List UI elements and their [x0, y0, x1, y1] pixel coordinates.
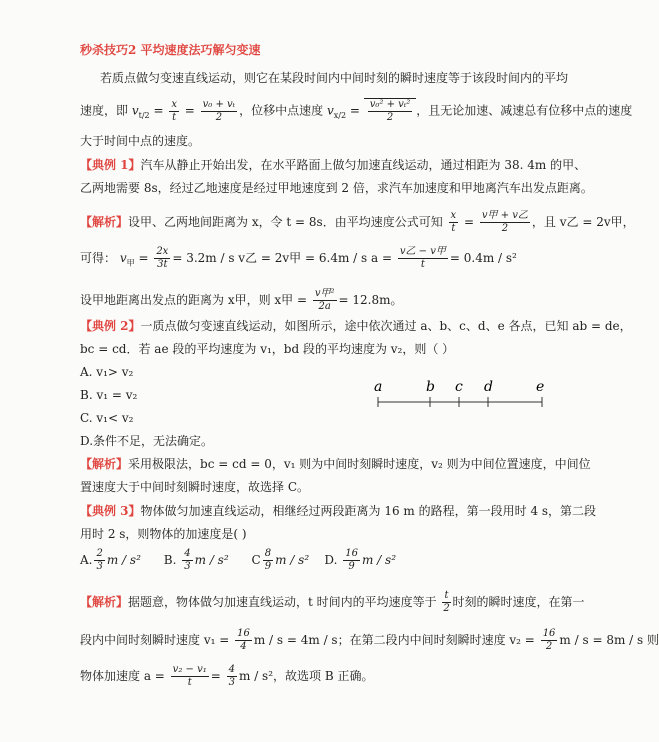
example-1-line-1: 【典例 1】汽车从静止开始出发，在水平路面上做匀加速直线运动，通过相距为 38. 4m 的甲、 [80, 158, 587, 172]
solution-2-line-2: 置速度大于中间时刻瞬时速度，故选择 C。 [80, 480, 309, 494]
option-b: B. $\frac{4}{3}$ m / s² [163, 548, 229, 572]
option-c: C $\frac{8}{9}$ m / s² [251, 548, 310, 572]
point-label-b: b [426, 379, 435, 395]
example-2-line-1: 【典例 2】一质点做匀变速直线运动，如图所示，途中依次通过 a、b、c、d、e 各点，已知 ab = de， [80, 319, 632, 333]
solution-3-line-2: 段内中间时刻瞬时速度 v₁ = $\frac{16}{4}$ m / s = 4m / s；在第二段内中间时刻瞬时速度 v₂ = $\frac{16}{2}$ m / s = 8m / s 则 [80, 628, 659, 652]
option-b: B. v₁ = v₂ [80, 388, 138, 402]
intro-line-1: 若质点做匀变速直线运动，则它在某段时间内中间时刻的瞬时速度等于该段时间内的平均 [100, 71, 569, 85]
section-title: 秒杀技巧2 平均速度法巧解匀变速 [80, 43, 261, 57]
option-a: A. $\frac{2}{3}$ m / s² [80, 548, 141, 572]
points-line-diagram [370, 378, 550, 412]
point-label-a: a [374, 379, 383, 395]
point-label-d: d [484, 379, 493, 395]
solution-1-line-2: 可得： $v_甲$ = $\frac{2x}{3t}$ = 3.2m / s v乙 = 2v甲 = 6.4m / s a = $\frac{\text{v乙 − v甲}}{t}$ = 0.4m / s² [80, 246, 517, 270]
solution-3-line-3: 物体加速度 a = $\frac{\text{v₂ − v₁}}{t}$ = $\frac{4}{3}$ m / s²，故选项 B 正确。 [80, 664, 374, 688]
option-c: C. v₁< v₂ [80, 411, 134, 425]
option-d: D. $\frac{16}{9}$ m / s² [324, 548, 397, 572]
solution-1-line-1: 【解析】设甲、乙两地间距离为 x，令 t = 8s．由平均速度公式可知 $\frac{x}{t}$ = $\frac{\text{v甲 + v乙}}{2}$ ，且 v乙 = 2v甲， [80, 210, 635, 234]
example-3-options [80, 548, 396, 573]
point-label-c: c [455, 379, 463, 395]
example-3-line-2: 用时 2 s，则物体的加速度是( ) [80, 527, 247, 541]
example-2-line-2: bc = cd．若 ae 段的平均速度为 v₁，bd 段的平均速度为 v₂，则（ ） [80, 342, 455, 356]
solution-1-line-3: 设甲地距离出发点的距离为 x甲，则 x甲 = $\frac{\text{v甲²}}{2a}$ = 12.8m。 [80, 288, 403, 312]
intro-line-3: 大于时间中点的速度。 [80, 134, 201, 148]
option-a: A. v₁> v₂ [80, 365, 134, 379]
solution-3-line-1: 【解析】据题意，物体做匀加速直线运动，t 时间内的平均速度等于 $\frac{t}{2}$ 时刻的瞬时速度，在第一 [80, 590, 585, 614]
option-d: D.条件不足，无法确定。 [80, 434, 214, 448]
point-label-e: e [536, 379, 545, 395]
solution-2-line-1: 【解析】采用极限法，bc = cd = 0，v₁ 则为中间时刻瞬时速度，v₂ 则为中间位置速度，中间位 [80, 457, 591, 471]
example-1-line-2: 乙两地需要 8s，经过乙地速度是经过甲地速度到 2 倍，求汽车加速度和甲地离汽车出发点距离。 [80, 181, 593, 195]
intro-line-2: 速度，即 $v_{t/2}$ = $\frac{x}{t}$ = $\frac{\text{v₀ + vₜ}}{2}$ ，位移中点速度 $v_{x/2}$ = $\frac{\text{v₀² + vₜ²}}{2}$ ，且无论加速、减速总有位移中点的速度 [80, 98, 633, 123]
example-3-line-1: 【典例 3】物体做匀加速直线运动，相继经过两段距离为 16 m 的路程，第一段用时 4 s，第二段 [80, 504, 597, 518]
